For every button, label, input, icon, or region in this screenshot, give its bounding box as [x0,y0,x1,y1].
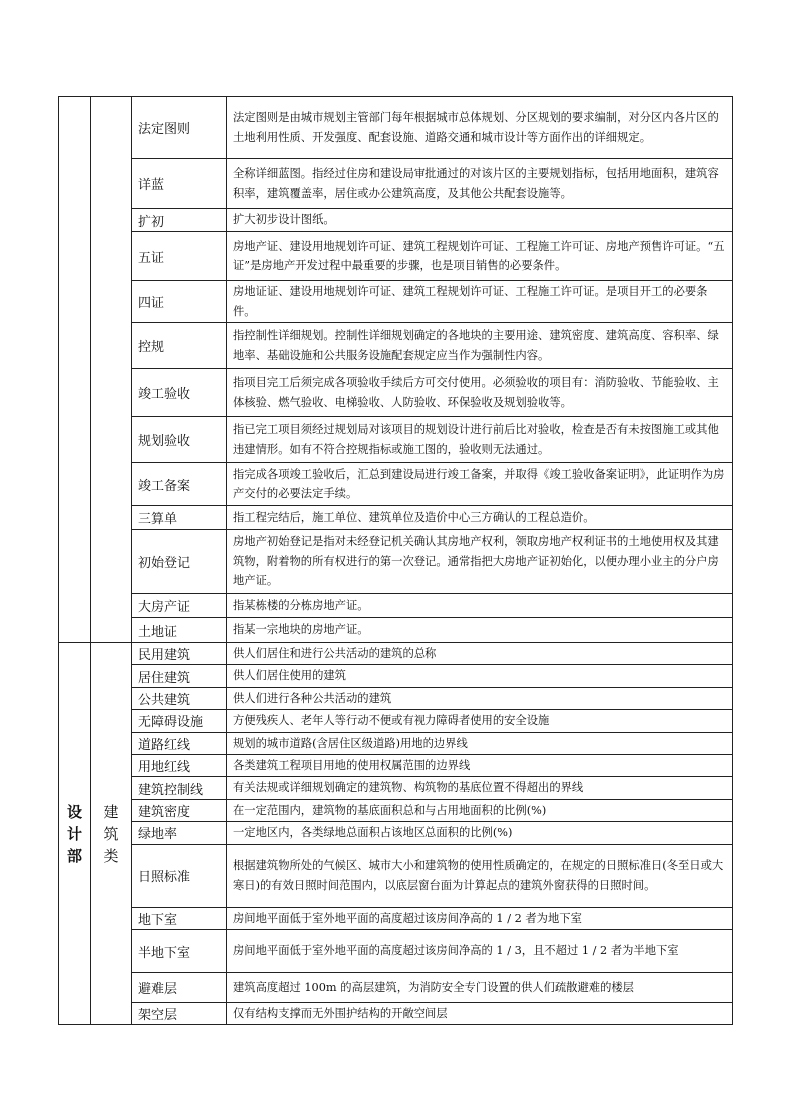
term-cell: 三算单 [132,506,227,530]
definition-cell: 法定图则是由城市规划主管部门每年根据城市总体规划、分区规划的要求编制，对分区内各片区的土地利用性质、开发强度、配套设施、道路交通和城市设计等方面作出的详细规定。 [227,97,733,159]
definition-cell: 仅有结构支撑而无外围护结构的开敞空间层 [227,1003,733,1025]
table-row [59,618,733,643]
term-cell: 竣工验收 [132,369,227,417]
table-row [59,665,733,687]
glossary-page [58,96,732,1025]
definition-cell: 指项目完工后须完成各项验收手续后方可交付使用。必须验收的项目有：消防验收、节能验收、主体核验、燃气验收、电梯验收、人防验收、环保验收及规划验收等。 [227,369,733,417]
table-row [59,1003,733,1025]
term-cell: 建筑密度 [132,799,227,821]
definition-cell: 一定地区内，各类绿地总面积占该地区总面积的比例(%) [227,822,733,844]
table-row [59,594,733,618]
term-cell: 控规 [132,323,227,369]
term-cell: 规划验收 [132,417,227,463]
definition-cell: 房间地平面低于室外地平面的高度超过该房间净高的 1 / 2 者为地下室 [227,907,733,929]
definition-cell: 供人们居住使用的建筑 [227,665,733,687]
definition-cell: 有关法规或详细规划确定的建筑物、构筑物的基底位置不得超出的界线 [227,777,733,799]
term-cell: 初始登记 [132,530,227,594]
table-row [59,369,733,417]
definition-cell: 指某一宗地块的房地产证。 [227,618,733,643]
term-cell: 架空层 [132,1003,227,1025]
term-cell: 扩初 [132,209,227,232]
table-row [59,732,733,754]
definition-cell: 供人们居住和进行公共活动的建筑的总称 [227,643,733,665]
section-label-design-dept: 设 计 部 [59,643,91,1025]
table-row [59,506,733,530]
table-row [59,232,733,281]
definition-cell: 全称详细蓝图。指经过住房和建设局审批通过的对该片区的主要规划指标，包括用地面积，建筑容积率，建筑覆盖率，居住或办公建筑高度，及其他公共配套设施等。 [227,159,733,209]
definition-cell: 房间地平面低于室外地平面的高度超过该房间净高的 1 / 3，且不超过 1 / 2 者为半地下室 [227,930,733,973]
definition-cell: 指工程完结后，施工单位、建筑单位及造价中心三方确认的工程总造价。 [227,506,733,530]
term-cell: 五证 [132,232,227,281]
term-cell: 民用建筑 [132,643,227,665]
definition-cell: 指某栋楼的分栋房地产证。 [227,594,733,618]
definition-cell: 规划的城市道路(含居住区级道路)用地的边界线 [227,732,733,754]
table-row [59,930,733,973]
table-row [59,323,733,369]
term-cell: 大房产证 [132,594,227,618]
term-cell: 绿地率 [132,822,227,844]
table-row [59,159,733,209]
definition-cell: 房地产证、建设用地规划许可证、建筑工程规划许可证、工程施工许可证、房地产预售许可证。“五证”是房地产开发过程中最重要的步骤，也是项目销售的必要条件。 [227,232,733,281]
definition-cell: 房地证证、建设用地规划许可证、建筑工程规划许可证、工程施工许可证。是项目开工的必要条件。 [227,281,733,323]
definition-cell: 建筑高度超过 100m 的高层建筑，为消防安全专门设置的供人们疏散避难的楼层 [227,973,733,1003]
definition-cell: 各类建筑工程项目用地的使用权属范围的边界线 [227,755,733,777]
definition-cell: 供人们进行各种公共活动的建筑 [227,687,733,709]
term-cell: 地下室 [132,907,227,929]
table-row [59,799,733,821]
term-cell: 避难层 [132,973,227,1003]
table-row [59,530,733,594]
definition-cell: 在一定范围内，建筑物的基底面积总和与占用地面积的比例(%) [227,799,733,821]
section-cell-blank [59,97,91,643]
table-row [59,209,733,232]
definition-cell: 扩大初步设计图纸。 [227,209,733,232]
term-cell: 无障碍设施 [132,710,227,732]
term-cell: 公共建筑 [132,687,227,709]
term-cell: 用地红线 [132,755,227,777]
table-row [59,687,733,709]
term-cell: 详蓝 [132,159,227,209]
category-cell-blank [91,97,132,643]
table-row [59,463,733,506]
definition-cell: 方便残疾人、老年人等行动不便或有视力障碍者使用的安全设施 [227,710,733,732]
definition-cell: 指控制性详细规划。控制性详细规划确定的各地块的主要用途、建筑密度、建筑高度、容积率、绿地率、基础设施和公共服务设施配套规定应当作为强制性内容。 [227,323,733,369]
table-row [59,973,733,1003]
term-cell: 日照标准 [132,844,227,907]
term-cell: 建筑控制线 [132,777,227,799]
table-row [59,417,733,463]
term-cell: 竣工备案 [132,463,227,506]
definition-cell: 指已完工项目须经过规划局对该项目的规划设计进行前后比对验收，检查是否有未按图施工或其他违建情形。如有不符合控规指标或施工图的，验收则无法通过。 [227,417,733,463]
table-row [59,822,733,844]
table-row [59,844,733,907]
term-cell: 半地下室 [132,930,227,973]
table-row [59,777,733,799]
term-cell: 道路红线 [132,732,227,754]
term-cell: 土地证 [132,618,227,643]
definition-cell: 根据建筑物所处的气候区、城市大小和建筑物的使用性质确定的，在规定的日照标准日(冬至日或大寒日)的有效日照时间范围内，以底层窗台面为计算起点的建筑外窗获得的日照时间。 [227,844,733,907]
table-row [59,281,733,323]
table-row [59,97,733,159]
glossary-table [58,96,733,1025]
definition-cell: 房地产初始登记是指对未经登记机关确认其房地产权利，领取房地产权利证书的土地使用权及其建筑物，附着物的所有权进行的第一次登记。通常指把大房地产证初始化，以便办理小业主的分户房地产证。 [227,530,733,594]
table-row [59,907,733,929]
table-row [59,643,733,665]
category-label-architecture: 建 筑 类 [91,643,132,1025]
table-row [59,755,733,777]
term-cell: 居住建筑 [132,665,227,687]
definition-cell: 指完成各项竣工验收后，汇总到建设局进行竣工备案，并取得《竣工验收备案证明》，此证明作为房产交付的必要法定手续。 [227,463,733,506]
term-cell: 法定图则 [132,97,227,159]
term-cell: 四证 [132,281,227,323]
table-row [59,710,733,732]
